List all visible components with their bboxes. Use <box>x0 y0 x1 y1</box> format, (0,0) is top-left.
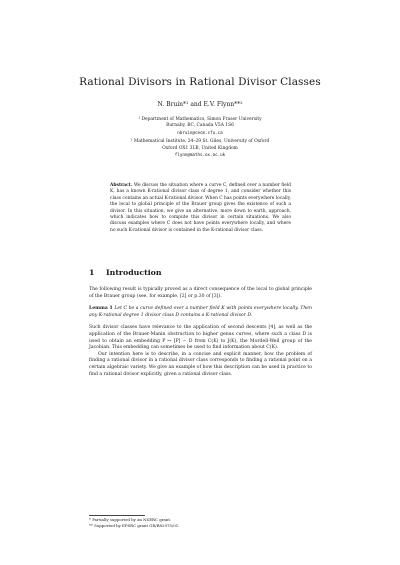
paragraph-2: Such divisor classes have relevance to the application of second descents [4], as well as the application of the Brauer-Manin obstruction to higher genus curves, where such a class D is used to obtain an embedding P ↦ [P] − D from C(K) to J(K), the Mordell-Weil group of the Jacobian. This embedding can sometimes be used to find information about C(K). <box>89 325 312 351</box>
body-text <box>89 287 312 378</box>
section-heading <box>89 268 162 277</box>
footnote-2-mark: ** <box>89 522 93 528</box>
footnotes <box>89 517 312 528</box>
paper-authors: N. Bruin*¹ and E.V. Flynn**² <box>157 101 243 108</box>
abstract-text: We discuss the situation where a curve C, defined over a number field K, has a known K-rational divisor class of degree 1, and consider whether this class contains an actual K-rational divisor. When C has points everywhere locally, the local to global principle of the Brauer group gives the existence of such a divisor. In this situation, we give an alternative, more down to earth, approach, which indicates how to compute this divisor in certain situations. We also discuss examples where C does not have points everywhere locally, and where no such K-rational divisor is contained in the K-rational divisor class. <box>110 183 291 233</box>
affiliation-1-mark: ¹ <box>138 117 141 122</box>
affiliation-1-line-2: Burnaby, BC, Canada V5A 1S6 <box>166 123 234 129</box>
footnote-rule <box>89 515 145 516</box>
footnote-2-text: Supported by EPSRC grant GR/R82975/01. <box>94 522 180 528</box>
affiliation-2-line-1: ² Mathematical Institute, 24–29 St. Giles, University of Oxford <box>130 139 270 145</box>
abstract <box>110 183 291 234</box>
affiliations <box>0 117 400 158</box>
section-title: Introduction <box>106 268 162 277</box>
affiliation-1-email[interactable]: nbruin@cecm.sfu.ca <box>177 129 223 135</box>
paragraph-1: The following result is typically proved as a direct consequence of the local to global principle of the Brauer group (see, for example, [2] or p.30 of [3]). <box>89 287 312 299</box>
lemma-text: Let C be a curve defined over a number field K with points everywhere locally. Then any K-rational degree 1 divisor class D contains a K-rational divisor D. <box>89 306 312 318</box>
affiliation-2-mark: ² <box>130 139 133 145</box>
lemma-1 <box>89 306 312 319</box>
affiliation-2 <box>0 139 400 158</box>
affiliation-1 <box>0 117 400 136</box>
footnote-2 <box>89 523 312 529</box>
section-number: 1 <box>89 268 95 277</box>
abstract-label: Abstract. <box>110 183 133 188</box>
affiliation-1-line-1: ¹ Department of Mathematics, Simon Fraser University <box>138 117 262 122</box>
affiliation-2-email[interactable]: flynn@maths.ox.ac.uk <box>174 152 226 158</box>
footnote-1-text: Partially supported by an NSERC grant. <box>92 517 172 522</box>
paper-title: Rational Divisors in Rational Divisor Classes <box>79 76 321 88</box>
footnote-1-mark: * <box>89 517 91 522</box>
paragraph-3: Our intention here is to describe, in a concise and explicit manner, how the problem of finding a rational divisor in a rational divisor class corresponds to finding a rational point on a certain algebraic variety. We give an example of how this description can be used in practice to find a rational divisor explicitly, given a rational divisor class. <box>89 351 312 377</box>
lemma-label: Lemma 1 <box>89 306 113 312</box>
affiliation-2-line-2: Oxford OX1 3LB, United Kingdom <box>162 145 238 151</box>
